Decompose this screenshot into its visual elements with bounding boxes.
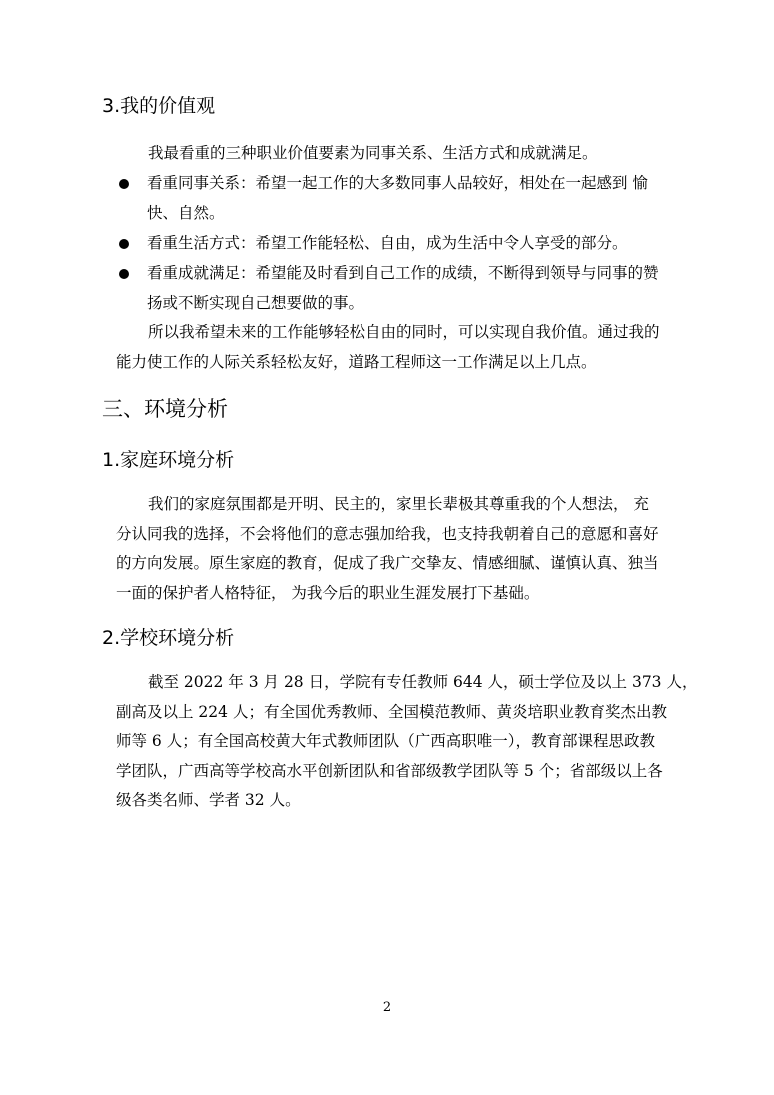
paragraph-line: 我最看重的三种职业价值要素为同事关系、生活方式和成就满足。 bbox=[148, 144, 598, 162]
paragraph-line: 的方向发展。原生家庭的教育，促成了我广交挚友、情感细腻、谨慎认真、独当 bbox=[116, 554, 659, 572]
paragraph-line: 师等 6 人；有全国高校黄大年式教师团队（广西高职唯一），教育部课程思政教 bbox=[116, 732, 655, 750]
paragraph-line: 我们的家庭氛围都是开明、民主的，家里长辈极其尊重我的个人想法， 充 bbox=[148, 495, 649, 513]
paragraph-line: 级各类名师、学者 32 人。 bbox=[116, 791, 301, 809]
heading-school-environment: 2.学校环境分析 bbox=[102, 627, 235, 649]
bullet-line: 看重成就满足：希望能及时看到自己工作的成绩，不断得到领导与同事的赞 bbox=[147, 264, 659, 282]
bullet-line: 扬或不断实现自己想要做的事。 bbox=[147, 293, 365, 312]
heading-family-environment: 1.家庭环境分析 bbox=[102, 449, 235, 471]
paragraph-line: 副高及以上 224 人；有全国优秀教师、全国模范教师、黄炎培职业教育奖杰出教 bbox=[116, 702, 667, 721]
paragraph-line: 一面的保护者人格特征， 为我今后的职业生涯发展打下基础。 bbox=[116, 583, 540, 602]
values-conclusion-paragraph bbox=[116, 318, 664, 377]
family-environment-paragraph bbox=[116, 490, 664, 608]
bullet-item-colleagues bbox=[116, 169, 664, 228]
paragraph-line: 学团队，广西高等学校高水平创新团队和省部级教学团队等 5 个；省部级以上各 bbox=[116, 761, 663, 780]
bullet-item-lifestyle bbox=[116, 229, 664, 259]
paragraph-line: 能力使工作的人际关系轻松友好，道路工程师这一工作满足以上几点。 bbox=[116, 352, 597, 371]
bullet-line: 看重生活方式：希望工作能轻松、自由，成为生活中令人享受的部分。 bbox=[147, 234, 628, 252]
paragraph-line: 所以我希望未来的工作能够轻松自由的同时，可以实现自我价值。通过我的 bbox=[148, 323, 660, 341]
bullet-line: 快、自然。 bbox=[147, 203, 225, 222]
heading-values: 3.我的价值观 bbox=[102, 95, 216, 117]
values-intro-paragraph bbox=[116, 139, 664, 169]
paragraph-line: 截至 2022 年 3 月 28 日，学院有专任教师 644 人，硕士学位及以上 373 人， bbox=[148, 673, 698, 691]
bullet-line: 看重同事关系：希望一起工作的大多数同事人品较好，相处在一起感到 愉 bbox=[147, 174, 648, 192]
bullet-dot-icon bbox=[119, 239, 129, 249]
heading-environment-analysis: 三、环境分析 bbox=[102, 397, 228, 421]
page-number: 2 bbox=[382, 1000, 392, 1015]
bullet-dot-icon bbox=[119, 269, 129, 279]
paragraph-line: 分认同我的选择，不会将他们的意志强加给我，也支持我朝着自己的意愿和喜好 bbox=[116, 524, 659, 543]
school-environment-paragraph bbox=[116, 668, 698, 816]
bullet-dot-icon bbox=[119, 179, 129, 189]
bullet-item-achievement bbox=[116, 259, 664, 318]
